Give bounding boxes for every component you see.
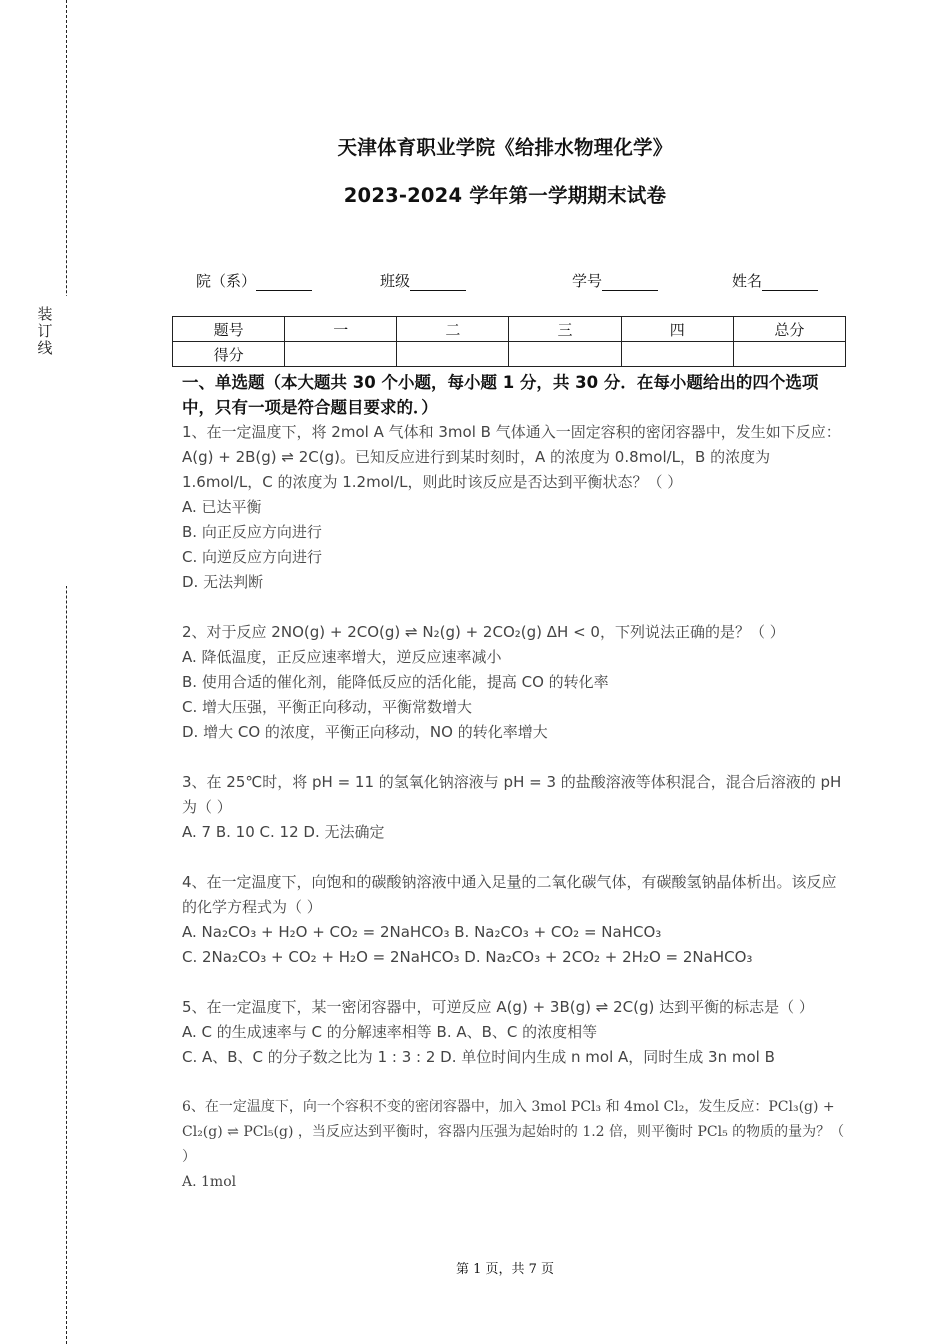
binding-gap (60, 296, 74, 586)
section-title: 一、单选题（本大题共 30 个小题，每小题 1 分，共 30 分．在每小题给出的四个选项中，只有一项是符合题目要求的．） (182, 373, 819, 417)
department-label: 院（系） (196, 272, 257, 290)
student-info-row (0, 270, 950, 292)
question-option: A. 降低温度，正反应速率增大，逆反应速率减小 (182, 648, 502, 666)
question-6 (182, 1095, 850, 1195)
student-id-blank[interactable] (602, 274, 658, 291)
exam-title: 天津体育职业学院《给排水物理化学》 (337, 136, 673, 159)
score-table-header: 二 (397, 317, 509, 342)
question-2 (182, 620, 850, 745)
student-id-field[interactable] (572, 270, 658, 291)
question-option: C. 向逆反应方向进行 (182, 548, 323, 566)
binding-label (36, 306, 54, 357)
department-blank[interactable] (256, 274, 312, 291)
score-table (172, 316, 846, 367)
student-id-label: 学号 (572, 272, 603, 290)
name-field[interactable] (732, 270, 818, 291)
score-cell[interactable] (621, 342, 733, 367)
question-stem: 6、在一定温度下，向一个容积不变的密闭容器中，加入 3mol PCl₃ 和 4mol Cl₂，发生反应：PCl₃(g) + Cl₂(g) ⇌ PCl₅(g) ，当反应达到平衡时，容器内压强为起始时的 1.2 倍，则平衡时 PCl₅ 的物质的量为？（ ） (182, 1099, 845, 1165)
class-blank[interactable] (410, 274, 466, 291)
question-option: A. C 的生成速率与 C 的分解速率相等 B. A、B、C 的浓度相等 (182, 1023, 598, 1041)
score-table-header: 题号 (173, 317, 285, 342)
question-3 (182, 770, 850, 845)
question-stem: 5、在一定温度下，某一密闭容器中，可逆反应 A(g) + 3B(g) ⇌ 2C(g) 达到平衡的标志是（ ） (182, 998, 814, 1016)
question-stem: 2、对于反应 2NO(g) + 2CO(g) ⇌ N₂(g) + 2CO₂(g) ΔH < 0，下列说法正确的是？（ ） (182, 623, 785, 641)
class-field[interactable] (380, 270, 466, 291)
exam-subtitle: 2023-2024 学年第一学期期末试卷 (343, 184, 667, 207)
class-label: 班级 (380, 272, 411, 290)
score-cell[interactable] (509, 342, 621, 367)
question-option: B. 使用合适的催化剂，能降低反应的活化能，提高 CO 的转化率 (182, 673, 609, 691)
question-5 (182, 995, 850, 1070)
name-label: 姓名 (732, 272, 763, 290)
question-option: A. 7 B. 10 C. 12 D. 无法确定 (182, 823, 385, 841)
question-stem: 1、在一定温度下，将 2mol A 气体和 3mol B 气体通入一固定容积的密闭容器中，发生如下反应：A(g) + 2B(g) ⇌ 2C(g)。已知反应进行到某时刻时，A 的浓度为 0.8mol/L，B 的浓度为 1.6mol/L，C 的浓度为 1.2mol/L，则此时该反应是否达到平衡状态？（ ） (182, 423, 841, 491)
score-table-header: 总分 (733, 317, 845, 342)
question-option: A. Na₂CO₃ + H₂O + CO₂ = 2NaHCO₃ B. Na₂CO₃ + CO₂ = NaHCO₃ (182, 923, 662, 941)
question-1 (182, 420, 850, 595)
question-option: D. 无法判断 (182, 573, 264, 591)
department-field[interactable] (196, 270, 312, 291)
question-option: B. 向正反应方向进行 (182, 523, 322, 541)
question-stem: 3、在 25℃时，将 pH = 11 的氢氧化钠溶液与 pH = 3 的盐酸溶液等体积混合，混合后溶液的 pH 为（ ） (182, 773, 842, 816)
binding-char: 订 (37, 322, 53, 340)
score-table-header: 四 (621, 317, 733, 342)
question-4 (182, 870, 850, 970)
question-option: A. 已达平衡 (182, 498, 262, 516)
page-number: 第 1 页，共 7 页 (455, 1262, 555, 1277)
score-row-label: 得分 (173, 342, 285, 367)
score-table-header-row (173, 317, 846, 342)
question-option: D. 增大 CO 的浓度，平衡正向移动，NO 的转化率增大 (182, 723, 548, 741)
question-option: C. 增大压强，平衡正向移动，平衡常数增大 (182, 698, 473, 716)
binding-char: 装 (37, 305, 53, 323)
binding-char: 线 (37, 339, 53, 357)
name-blank[interactable] (762, 274, 818, 291)
question-option: C. A、B、C 的分子数之比为 1 : 3 : 2 D. 单位时间内生成 n mol A，同时生成 3n mol B (182, 1048, 775, 1066)
question-option: C. 2Na₂CO₃ + CO₂ + H₂O = 2NaHCO₃ D. Na₂CO₃ + 2CO₂ + 2H₂O = 2NaHCO₃ (182, 948, 753, 966)
score-table-header: 一 (285, 317, 397, 342)
question-option: A. 1mol (182, 1174, 237, 1190)
question-list (182, 420, 850, 1220)
score-cell[interactable] (733, 342, 845, 367)
question-stem: 4、在一定温度下，向饱和的碳酸钠溶液中通入足量的二氧化碳气体，有碳酸氢钠晶体析出。该反应的化学方程式为（ ） (182, 873, 837, 916)
score-table-header: 三 (509, 317, 621, 342)
score-cell[interactable] (397, 342, 509, 367)
score-cell[interactable] (285, 342, 397, 367)
score-table-score-row (173, 342, 846, 367)
